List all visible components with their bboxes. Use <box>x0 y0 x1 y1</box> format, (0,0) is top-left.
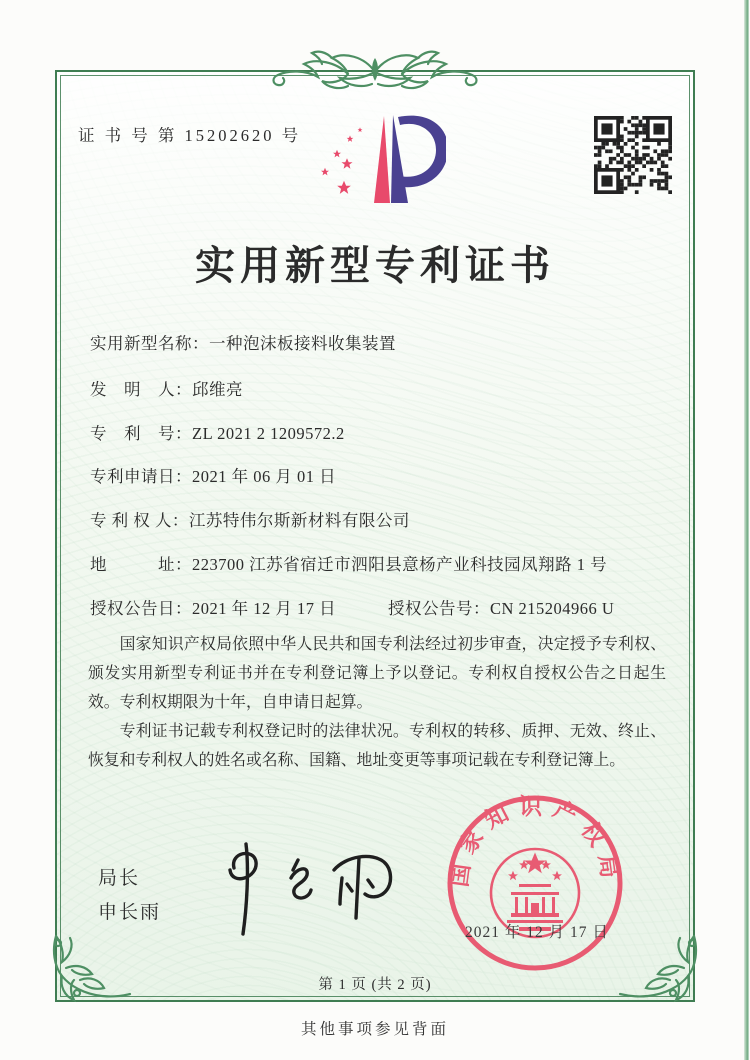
scan-edge-line <box>744 0 749 1060</box>
field-row-patentee <box>90 507 668 531</box>
field-row-inventor <box>90 376 668 400</box>
seal-date: 2021 年 12 月 17 日 <box>465 924 609 941</box>
field-value: 一种泡沫板接料收集装置 <box>209 334 396 353</box>
cnipa-logo-icon <box>312 110 446 216</box>
legal-statement <box>88 630 666 775</box>
certificate-title: 实用新型专利证书 <box>195 243 555 288</box>
field-label: 发 明 人： <box>90 380 192 399</box>
signatory-title: 局长 <box>98 868 141 889</box>
field-value: 邱维亮 <box>192 380 243 399</box>
field-label: 专 利 权 人： <box>90 511 189 530</box>
field-value: 223700 江苏省宿迁市泗阳县意杨产业科技园凤翔路 1 号 <box>192 555 608 574</box>
field-label: 专利申请日： <box>90 467 192 486</box>
field-row-patent-number <box>90 420 668 444</box>
cnipa-official-seal <box>443 791 627 975</box>
field-row-grant <box>90 595 668 619</box>
field-label: 实用新型名称： <box>90 334 209 353</box>
signatory-block <box>98 862 161 930</box>
field-row-address <box>90 551 668 575</box>
field-label: 地 址： <box>90 555 192 574</box>
field-value: 江苏特伟尔斯新材料有限公司 <box>188 511 410 530</box>
signatory-name: 申长雨 <box>98 902 162 923</box>
grant-date-value: 2021 年 12 月 17 日 <box>192 599 337 618</box>
grant-number-value: CN 215204966 U <box>490 599 615 618</box>
footer-note: 其他事项参见背面 <box>300 1021 449 1038</box>
page-number: 第 1 页 (共 2 页) <box>318 977 432 993</box>
field-row-application-date <box>90 463 668 487</box>
qr-code <box>594 116 672 194</box>
seal-org-text: 国家知识产权局 <box>446 793 624 889</box>
field-value: 2021 年 06 月 01 日 <box>192 467 337 486</box>
field-row-invention-name <box>90 330 668 354</box>
legal-paragraph-2: 专利证书记载专利权登记时的法律状况。专利权的转移、质押、无效、终止、恢复和专利权人的姓名或名称、国籍、地址变更等事项记载在专利登记簿上。 <box>88 723 666 769</box>
commissioner-signature <box>196 838 406 938</box>
field-value: ZL 2021 2 1209572.2 <box>192 424 345 443</box>
field-label: 专 利 号： <box>90 424 192 443</box>
certificate-number: 证 书 号 第 15202620 号 <box>78 126 302 145</box>
grant-number-label: 授权公告号： <box>388 599 490 618</box>
grant-date-label: 授权公告日： <box>90 599 192 618</box>
legal-paragraph-1: 国家知识产权局依照中华人民共和国专利法经过初步审查，决定授予专利权、颁发实用新型专利证书并在专利登记簿上予以登记。专利权自授权公告之日起生效。专利权期限为十年，自申请日起算。 <box>88 636 666 711</box>
svg-text:国家知识产权局 <box>447 794 624 888</box>
